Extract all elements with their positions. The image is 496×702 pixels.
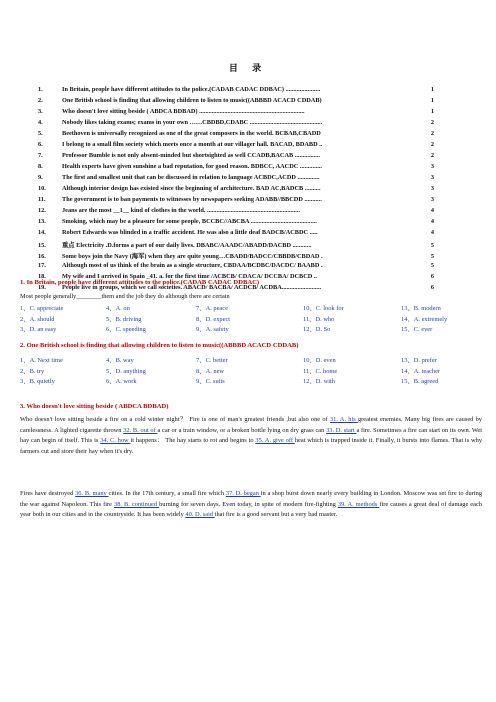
answer-row [20,366,490,377]
toc-entry[interactable] [38,174,434,185]
answer-option: 12、D. So [303,326,331,334]
answer-row [20,314,490,325]
toc-entry-title: One British school is finding that allowing children to listen to music((ABBBD ACACD CDDAB) [62,97,322,104]
toc-entry-page: 2 [430,152,434,159]
toc-entry-title: People live in groups, which we call societies. ABACD/ BACBA/ ACDCB/ ACDBA......................... [62,284,322,291]
passage-text: Who doesn't love sitting beside a fire on a cold winter night？ Fire is one of man's greatest friends ,but also one of [20,416,330,423]
answer-option: 9、A. safety [196,326,229,334]
toc-entry-page: 6 [430,273,434,280]
toc-entry-title: Although interior design has existed since the beginning of architecture. BAD AC,BADCB .......... [62,185,321,192]
toc-entry-title: The government is to ban payments to witnesses by newspapers seeking ADABB//BBCDD ........... [62,196,322,203]
section-2-options [20,355,490,387]
toc-entry[interactable] [38,218,434,229]
answer-option: 5、B. driving [106,315,142,323]
toc-entry-page: 2 [430,130,434,137]
toc-entry-title: Health experts have given sunshine a bad reputation, for good reason. BDBCC, AACDC .............. [62,163,322,170]
toc-entry[interactable] [38,141,434,152]
toc-entry-number: 10. [38,185,46,192]
answer-option: 10、D. even [303,357,336,364]
toc-entry-number: 18. [38,273,46,280]
toc-entry-page: 3 [430,196,434,203]
answer-row [20,303,490,314]
toc-entry-title: The first and smallest unit that can be discussed in relation to language ACBDC,ACDD .............. [62,174,320,181]
blank-answer: 35. A. give off [255,437,295,445]
toc-entry-page: 4 [430,229,434,236]
answer-option: 2、B. try [20,367,45,375]
blank-answer: 39. A. methods [337,500,380,508]
blank-answer: 38. B. continued [114,500,160,508]
blank-answer: 34. C. how [100,437,131,445]
toc-entry-page: 3 [430,163,434,170]
toc-entry-title: In Britain, people have different attitudes to the police.(CADAB CADAC DDBAC) ...................... [62,86,321,93]
table-of-contents [38,86,434,295]
toc-entry-title: Smoking, which may be a pleasure for some people, BCCBC//ABCBA .......................................... [62,218,317,225]
toc-entry-page: 3 [430,174,434,181]
blank-answer: 32. B. out of [123,426,158,434]
toc-entry[interactable] [38,130,434,141]
toc-entry-number: 11. [38,196,46,203]
answer-option: 2、A. should [20,315,55,323]
toc-entry[interactable] [38,207,434,218]
toc-entry-number: 2. [38,97,43,104]
toc-entry-number: 17. [38,262,46,269]
blank-answer: 37. D. began [225,490,261,497]
answer-option: 3、D. an easy [20,326,57,334]
answer-option: 11、C. home [303,367,338,375]
answer-option: 14、A. extremely [401,315,448,323]
toc-entry-number: 14. [38,229,46,236]
toc-entry-page: 3 [430,185,434,192]
toc-entry[interactable] [38,97,434,108]
toc-entry[interactable] [38,240,434,251]
answer-option: 13、D. prefer [401,357,437,364]
passage-text: fire causes a great deal of damage each year both in our cities and in the countryside. It has been widely [20,500,483,519]
answer-option: 11、D. who [303,315,335,323]
answer-option: 13、B. modern [401,305,441,312]
toc-entry-title: I belong to a small film society which meets once a month at our villager hall. BACAD, BDABD .. [62,141,323,148]
toc-entry-number: 7. [38,152,43,159]
section-2-heading: 2. One British school is finding that allowing children to listen to music((ABBBD ACACD CDDAB) [20,342,299,349]
toc-entry[interactable] [38,262,434,273]
toc-entry-page: 5 [430,253,434,260]
answer-option: 10、C. look for [303,305,344,312]
passage-text: in a shop burst down nearly every building in London. Moscow was set fire to during the war against Napoleon. This fire [20,490,483,508]
toc-entry-number: 5. [38,130,43,137]
section-3-paragraph-2 [20,489,482,521]
answer-option: 6、A. work [106,378,137,386]
answer-option: 12、D. with [303,378,335,386]
toc-entry-number: 12. [38,207,46,214]
passage-text: it happens： The hay starts to rot and begins to [130,437,256,445]
answer-option: 1、A. Next time [20,357,63,364]
toc-entry-title: Beethoven is universally recognized as one of the great composers in the world. BCBAB,CBADD [62,130,321,137]
passage-text: greatest enemies. Many big fires are caused by carelessness. A lighted cigarette thrown [20,416,482,434]
toc-entry[interactable] [38,108,434,119]
page-title: 目 录 [228,63,268,73]
toc-entry[interactable] [38,119,434,130]
toc-entry-title: Some boys join the Navy (海军) when they are quite young…CBADD/BADCC/CBBDB/CBDAD . [62,253,323,260]
toc-entry[interactable] [38,152,434,163]
toc-entry-title: Nobody likes taking exams; exams in your own ……CBDBD,CDABC .............................................. [62,119,323,126]
answer-option: 3、B. quietly [20,378,55,386]
answer-row [20,376,490,387]
toc-entry-number: 9. [38,174,43,181]
toc-entry-number: 13. [38,218,46,225]
blank-answer: 40. D. said [185,511,215,519]
answer-option: 5、D. anything [106,367,146,375]
toc-entry[interactable] [38,163,434,174]
toc-entry-page: 5 [430,262,434,269]
toc-entry-title: Professor Bumble is not only absent-minded but shortsighted as well CCADB,BACAB ................ [62,152,320,159]
toc-entry-page: 6 [430,284,434,291]
toc-entry-title: Robert Edwards was blinded in a traffic accident. He was also a little deaf BADCB/ACBDC ..... [62,229,318,236]
passage-text: Fires have destroyed [20,490,76,497]
answer-row [20,324,490,335]
answer-option: 15、C. ever [401,326,433,334]
toc-entry-title: Jeans are the most __1__ kind of clothes in the world. ........................................................... [62,207,300,214]
section-1-intro: Most people generally________them and the job they do although there are certain [20,293,230,300]
passage-text: heat which is trapped inside it. Finally, it bursts into flames. That is why farmers cut and store their hay when it's dry. [20,437,483,455]
answer-option: 1、C. appreciate [20,305,64,312]
toc-entry-page: 4 [430,218,434,225]
passage-text: a car or a train window, or a broken bottle lying on dry grass can [157,426,327,434]
toc-entry-number: 4. [38,119,43,126]
section-3-heading: 3. Who doesn't love sitting beside ( ABDCA BDBAD) [20,403,169,410]
answer-option: 15、B. agreed [401,378,439,386]
toc-entry-number: 19. [38,284,46,291]
toc-entry-title: Who doesn't love sitting beside ( ABDCA BDBAD) ................................................................... [62,108,305,115]
answer-option: 4、A. on [106,305,130,312]
toc-entry-title: 重点 Electricity .D.forms a part of our daily lives. DBABC/AAADC/ABADD/DACBD ............ [62,242,312,249]
answer-option: 7、A. peace [196,305,228,312]
toc-entry[interactable] [38,196,434,207]
passage-text: burning for seven days. Even today, in spite of modern fire-fighting [159,500,338,508]
toc-entry-number: 3. [38,108,43,115]
toc-entry-number: 15. [38,242,46,249]
passage-text: cities. In the 17th century, a small fire which [108,490,226,497]
section-1-options [20,303,490,335]
answer-option: 4、B. way [106,357,134,364]
answer-option: 9、C. suits [196,378,225,386]
toc-entry[interactable] [38,251,434,262]
answer-option: 6、C. speeding [106,326,146,334]
toc-entry[interactable] [38,229,434,240]
passage-text: that fire is a good servant but a very bad master. [214,511,338,519]
answer-option: 8、A. new [196,367,225,375]
blank-answer: 33. D. start [326,426,357,434]
toc-entry-title: Although most of us think of the brain as a single structure, CBDAA/BCDBC/DACDC/ BAABD . [62,262,323,269]
toc-entry[interactable] [38,185,434,196]
passage-text: a fire. Sometimes a fire can start on its own. Wet hay can begin of itself. This is [20,426,482,445]
toc-entry-number: 16. [38,253,46,260]
toc-entry-number: 1. [38,86,43,93]
toc-entry-page: 2 [430,141,434,148]
toc-entry-page: 4 [430,207,434,214]
blank-answer: 31. A. his [329,416,358,423]
answer-option: 7、C. better [196,357,228,364]
answer-option: 14、A. teacher [401,367,441,375]
section-1-heading: 1. In Britain, people have different attitudes to the police.(CADAB CADAC DDBAC) [20,279,260,286]
toc-entry-page: 5 [430,242,434,249]
answer-row [20,355,490,366]
toc-entry-page: 2 [430,119,434,126]
toc-entry-number: 8. [38,163,43,170]
answer-option: 8、D. expect [196,315,231,323]
toc-entry-page: 1 [430,86,434,93]
section-3-paragraph-1 [20,415,482,457]
toc-entry-page: 1 [430,108,434,115]
toc-entry-page: 1 [430,97,434,104]
blank-answer: 36. B. many [75,490,109,497]
toc-entry-number: 6. [38,141,43,148]
toc-entry[interactable] [38,86,434,97]
toc-entry-title: My wife and I arrived in Spain _41. a. for the first time /ACBCB/ CDACA/ DCCBA/ DCBCD .. [62,273,318,280]
